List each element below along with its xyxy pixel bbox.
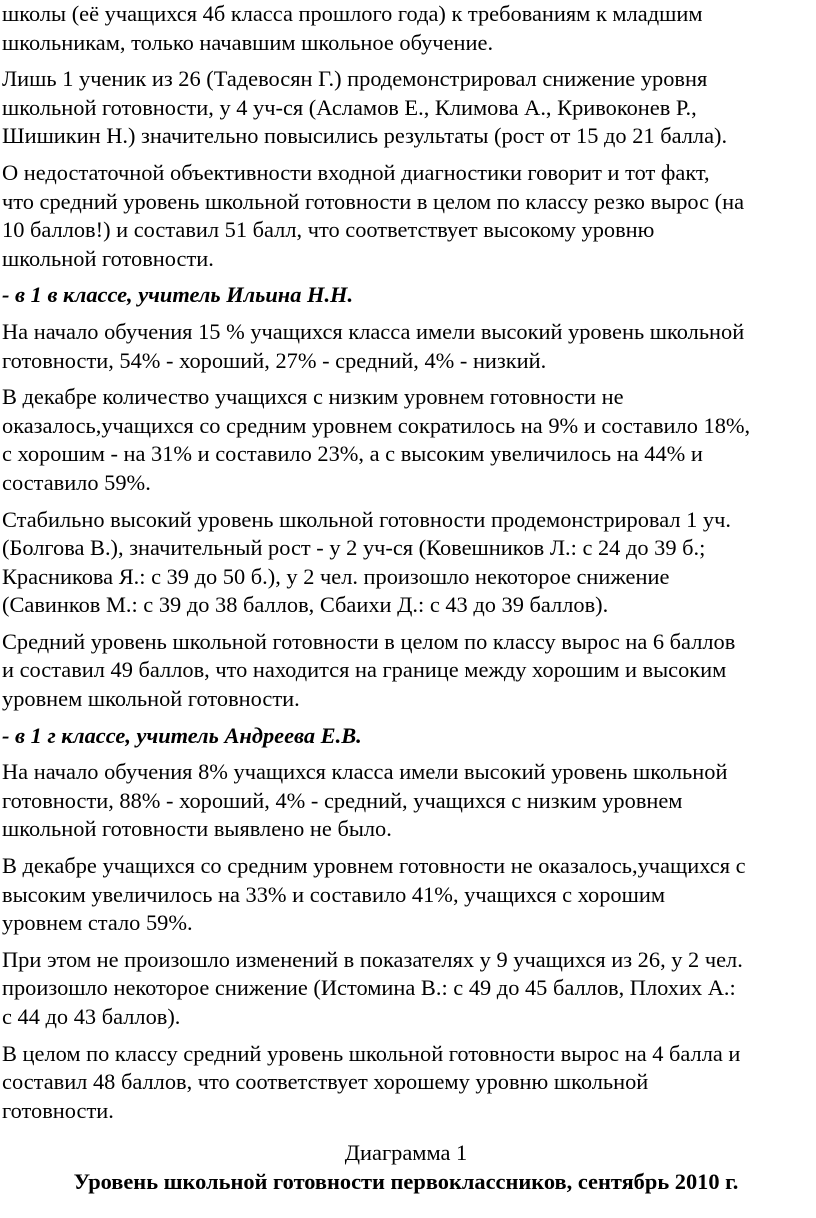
section-heading-class-1g: - в 1 г классе, учитель Андреева Е.В.: [2, 722, 362, 748]
paragraph-1g-december: В декабре учащихся со средним уровнем готовности не оказалось,учащихся с высоким увеличилось на 33% и составило 41%, учащихся с хорошим уровнем стало 59%.: [2, 853, 746, 936]
paragraph-1g-average: В целом по классу средний уровень школьной готовности вырос на 4 балла и составил 48 баллов, что соответствует хорошему уровню школьной готовности.: [2, 1040, 741, 1123]
paragraph-1v-stable: Стабильно высокий уровень школьной готовности продемонстрировал 1 уч. (Болгова В.), значительный рост - у 2 уч-ся (Ковешников Л.: с 24 до 39 б.; Красникова Я.: с 39 до 50 б.), у 2 чел. произошло некоторое снижение (Савинков М.: с 39 до 38 баллов, Сбаихи Д.: с 43 до 39 баллов).: [2, 506, 731, 618]
diagram-label: Диаграмма 1: [344, 1140, 468, 1166]
paragraph-student-decline: Лишь 1 ученик из 26 (Тадевосян Г.) продемонстрировал снижение уровня школьной готовности, у 4 уч-ся (Асламов Е., Климова А., Кривоконев Р., Шишикин Н.) значительно повысились результаты (рост от 15 до 21 балла).: [2, 66, 728, 149]
paragraph-1g-changes: При этом не произошло изменений в показателях у 9 учащихся из 26, у 2 чел. произошло некоторое снижение (Истомина В.: с 49 до 45 баллов, Плохих А.: с 44 до 43 баллов).: [2, 946, 743, 1029]
section-heading-class-1v: - в 1 в классе, учитель Ильина Н.Н.: [2, 282, 354, 308]
paragraph-1v-december: В декабре количество учащихся с низким уровнем готовности не оказалось,учащихся со средним уровнем сократилось на 9% и составило 18%, с хорошим - на 31% и составило 23%, а с высоким увеличилось на 44% и составило 59%.: [2, 384, 751, 495]
paragraph-1v-average: Средний уровень школьной готовности в целом по классу вырос на 6 баллов и составил 49 баллов, что находится на границе между хорошим и высоким уровнем школьной готовности.: [2, 628, 736, 712]
paragraph-objectivity: О недостаточной объективности входной диагностики говорит и тот факт, что средний уровень школьной готовности в целом по классу резко вырос (на 10 баллов!) и составил 51 балл, что соответствует высокому уровню школьной готовности.: [2, 159, 745, 271]
paragraph-continuation: школы (её учащихся 4б класса прошлого года) к требованиям к младшим школьникам, только начавшим школьное обучение.: [2, 1, 703, 55]
paragraph-1v-start: На начало обучения 15 % учащихся класса имели высокий уровень школьной готовности, 54% - хороший, 27% - средний, 4% - низкий.: [2, 318, 745, 373]
paragraph-1g-start: На начало обучения 8% учащихся класса имели высокий уровень школьной готовности, 88% - хороший, 4% - средний, учащихся с низким уровнем школьной готовности выявлено не было.: [2, 759, 728, 842]
diagram-title: Уровень школьной готовности первоклассников, сентябрь 2010 г.: [73, 1168, 739, 1194]
